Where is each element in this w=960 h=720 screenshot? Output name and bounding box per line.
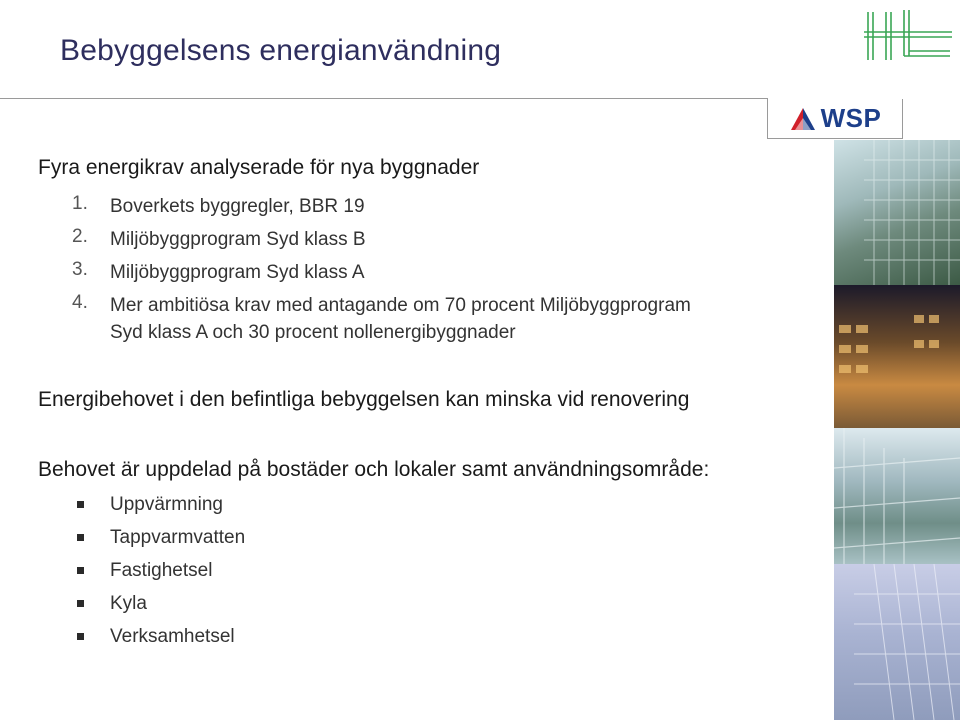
building-photo	[834, 285, 960, 428]
list-text: Kyla	[110, 593, 147, 614]
wsp-logo-icon	[789, 106, 817, 132]
wsp-logo	[767, 99, 903, 139]
list-text: Fastighetsel	[110, 560, 213, 581]
heading-usage-split: Behovet är uppdelad på bostäder och lokaler samt användningsområde:	[38, 458, 710, 481]
list-text: Verksamhetsel	[110, 626, 235, 647]
heading-renovation: Energibehovet i den befintliga bebyggelsen kan minska vid renovering	[38, 388, 690, 411]
building-photo	[834, 428, 960, 564]
list-text: Miljöbyggprogram Syd klass A	[110, 262, 365, 283]
list-text: Syd klass A och 30 procent nollenergibyggnader	[110, 322, 516, 343]
list-number: 4.	[72, 292, 88, 313]
list-text: Uppvärmning	[110, 494, 223, 515]
hl-logo-icon	[864, 6, 954, 64]
slide-title: Bebyggelsens energianvändning	[60, 34, 502, 67]
bullet-square-icon	[77, 501, 84, 508]
building-photo-strip	[834, 140, 960, 720]
list-number: 2.	[72, 226, 88, 247]
bullet-square-icon	[77, 633, 84, 640]
header-divider	[0, 98, 768, 99]
list-number: 3.	[72, 259, 88, 280]
building-photo	[834, 140, 960, 285]
wsp-logo-text: WSP	[820, 103, 882, 133]
heading-new-buildings: Fyra energikrav analyserade för nya byggnader	[38, 156, 480, 179]
list-text: Miljöbyggprogram Syd klass B	[110, 229, 366, 250]
bullet-square-icon	[77, 600, 84, 607]
building-photo	[834, 564, 960, 720]
list-text: Tappvarmvatten	[110, 527, 246, 548]
list-text: Mer ambitiösa krav med antagande om 70 procent Miljöbyggprogram	[110, 295, 691, 316]
bullet-square-icon	[77, 534, 84, 541]
bullet-square-icon	[77, 567, 84, 574]
list-text: Boverkets byggregler, BBR 19	[110, 196, 365, 217]
list-number: 1.	[72, 193, 88, 214]
